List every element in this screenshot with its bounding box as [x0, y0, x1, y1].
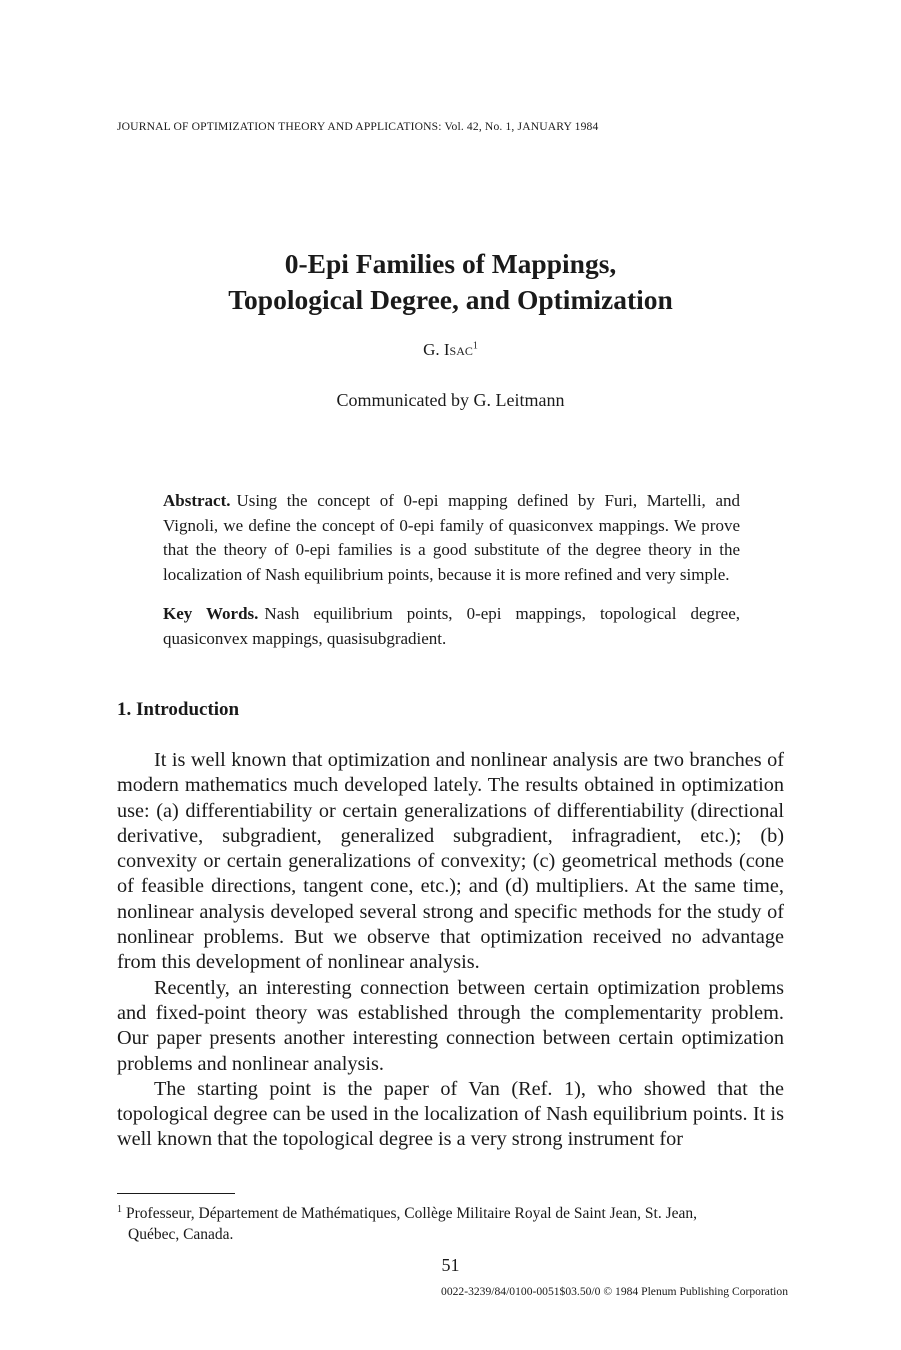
copyright-line: 0022-3239/84/0100-0051$03.50/0 © 1984 Plenum Publishing Corporation [441, 1285, 788, 1298]
paragraph-1: It is well known that optimization and nonlinear analysis are two branches of modern mathematics much developed lately. The results obtained in optimization use: (a) differentiability or certain generalizations of differentiability (directional derivative, subgradient, generalized subgradient, infragradient, etc.); (b) convexity or certain generalizations of convexity; (c) geometrical methods (cone of feasible directions, tangent cone, etc.); and (d) multipliers. At the same time, nonlinear analysis developed several strong and specific methods for the study of nonlinear problems. But we observe that optimization received no advantage from this development of nonlinear analysis. [117, 749, 784, 974]
author-surname: Isac [443, 340, 473, 359]
paragraph-3: The starting point is the paper of Van (Ref. 1), who showed that the topological degree can be used in the localization of Nash equilibrium points. It is well known that the topological degree is a very strong instrument for [117, 1077, 784, 1151]
paragraph-2: Recently, an interesting connection between certain optimization problems and fixed-point theory was established through the complementarity problem. Our paper presents another interesting connection between certain optimization problems and nonlinear analysis. [117, 976, 784, 1075]
abstract-text: Using the concept of 0-epi mapping defined by Furi, Martelli, and Vignoli, we define the concept of 0-epi family of quasiconvex mappings. We prove that the theory of 0-epi families is a good substitute of the degree theory in the localization of Nash equilibrium points, because it is more refined and very simple. [163, 491, 740, 584]
abstract [163, 489, 740, 587]
footnote-line-1: Professeur, Département de Mathématiques, Collège Militaire Royal de Saint Jean, St. Jean, [126, 1205, 698, 1223]
key-words [163, 602, 740, 651]
footnote-mark: 1 [117, 1204, 122, 1215]
title-line-2: Topological Degree, and Optimization [228, 284, 673, 315]
abstract-label: Abstract. [163, 491, 231, 510]
author-footnote-mark: 1 [472, 340, 478, 352]
running-head: JOURNAL OF OPTIMIZATION THEORY AND APPLICATIONS: Vol. 42, No. 1, JANUARY 1984 [117, 120, 599, 133]
key-words-label: Key Words. [163, 604, 259, 623]
author-initial: G. [423, 340, 444, 359]
author [0, 340, 901, 360]
footnote-line-2: Québec, Canada. [128, 1226, 234, 1244]
footnote-rule [117, 1193, 235, 1194]
section-heading: 1. Introduction [117, 699, 240, 720]
page-number: 51 [441, 1255, 460, 1275]
key-words-text: Nash equilibrium points, 0-epi mappings, topological degree, quasiconvex mappings, quasisubgradient. [163, 604, 740, 648]
communicated-by: Communicated by G. Leitmann [336, 390, 565, 410]
paper-title [0, 246, 901, 318]
section-body [117, 748, 784, 1153]
title-line-1: 0-Epi Families of Mappings, [284, 248, 617, 279]
footnote [117, 1199, 787, 1245]
